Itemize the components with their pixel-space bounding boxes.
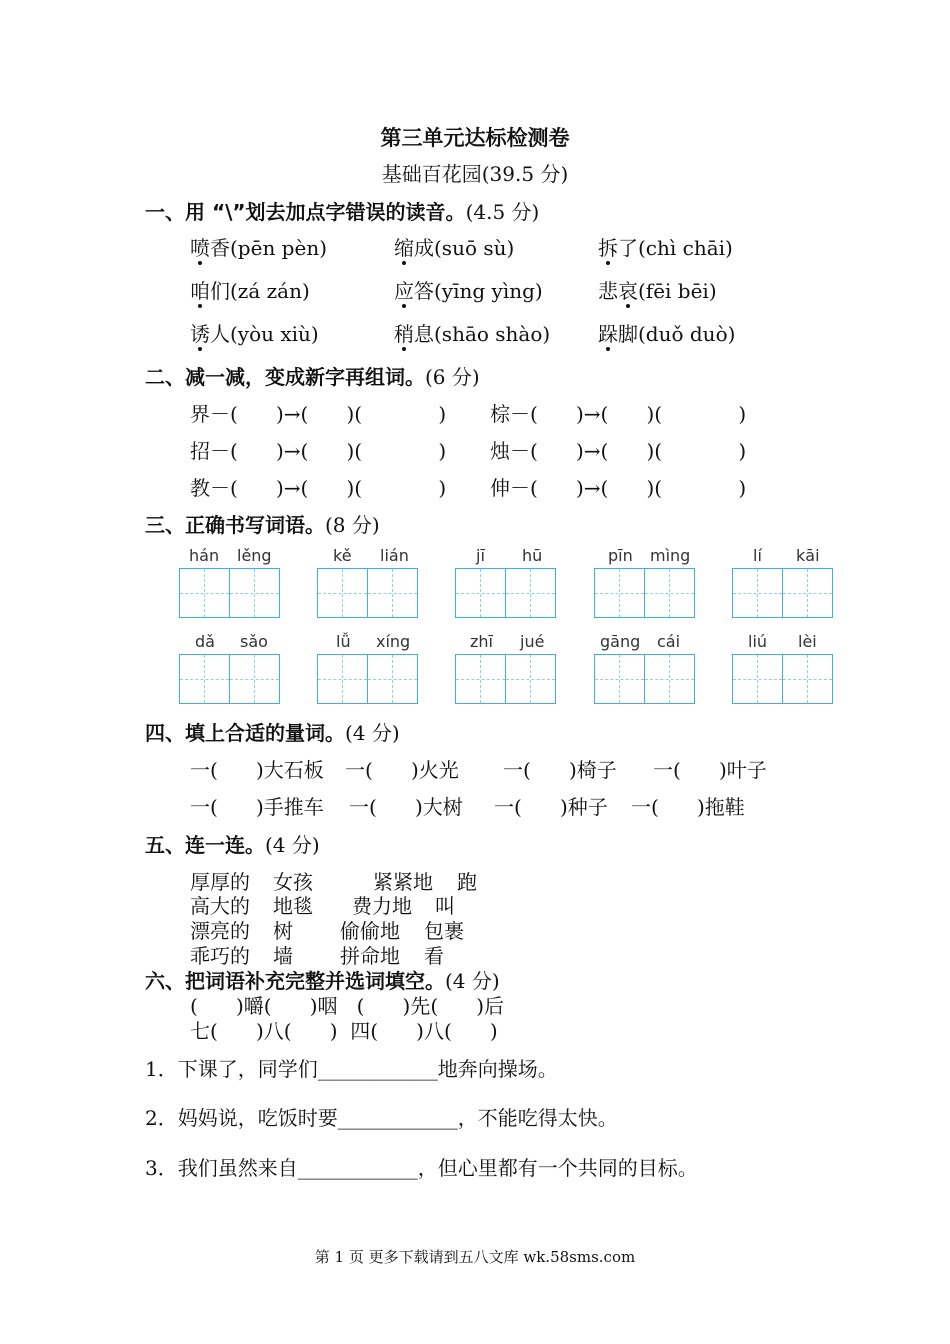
- section-6-heading: 六、把词语补充完整并选词填空。(4 分): [145, 969, 500, 993]
- pinyin: jī: [476, 546, 485, 565]
- pinyin: lǚ: [336, 632, 351, 651]
- s2-left-0: 界－( )→( )( ): [190, 402, 447, 426]
- section-1-heading: 一、用 “\”划去加点字错误的读音。(4.5 分): [145, 200, 540, 224]
- pinyin: liú: [748, 632, 768, 651]
- s2-right-2: 伸－( )→( )( ): [490, 476, 747, 500]
- pinyin: lián: [380, 546, 409, 565]
- writing-grid[interactable]: [455, 654, 556, 704]
- s2-left-2: 教－( )→( )( ): [190, 476, 447, 500]
- match-left-b: 地毯: [273, 894, 313, 918]
- match-right-c: 偷偷地: [340, 919, 400, 943]
- measure-word-item: 一( )椅子: [503, 758, 617, 782]
- writing-grid[interactable]: [732, 654, 833, 704]
- writing-grid[interactable]: [317, 568, 418, 618]
- section-4-heading: 四、填上合适的量词。(4 分): [145, 721, 400, 745]
- match-right-c: 紧紧地: [373, 870, 433, 894]
- fill-sentence-3: 3．我们虽然来自____________，但心里都有一个共同的目标。: [145, 1156, 698, 1180]
- match-left-b: 女孩: [273, 870, 313, 894]
- match-left-b: 墙: [273, 944, 293, 968]
- match-left-a: 厚厚的: [190, 870, 250, 894]
- idiom-line-2: 七( )八( ) 四( )八( ): [190, 1019, 498, 1043]
- s1-item: 缩成(suō sù): [394, 236, 515, 260]
- writing-grid[interactable]: [317, 654, 418, 704]
- section-3-heading: 三、正确书写词语。(8 分): [145, 513, 380, 537]
- match-left-b: 树: [273, 919, 293, 943]
- pinyin: dǎ: [195, 632, 215, 651]
- idiom-line-1: ( )嚼( )咽 ( )先( )后: [190, 994, 505, 1018]
- fill-sentence-2: 2．妈妈说，吃饭时要____________，不能吃得太快。: [145, 1106, 618, 1130]
- measure-word-item: 一( )种子: [494, 795, 608, 819]
- writing-grid[interactable]: [179, 568, 280, 618]
- pinyin: lèi: [798, 632, 817, 651]
- match-left-a: 高大的: [190, 894, 250, 918]
- page-title: 第三单元达标检测卷: [380, 126, 570, 150]
- pinyin: cái: [657, 632, 681, 651]
- s1-item: 跺脚(duǒ duò): [598, 322, 736, 346]
- pinyin: hán: [189, 546, 220, 565]
- pinyin: kāi: [796, 546, 820, 565]
- writing-grid[interactable]: [594, 568, 695, 618]
- pinyin: lěng: [237, 546, 272, 565]
- s2-right-1: 烛－( )→( )( ): [490, 439, 747, 463]
- s1-item: 诱人(yòu xiù): [190, 322, 319, 346]
- measure-word-item: 一( )大石板: [190, 758, 324, 782]
- match-right-d: 包裹: [424, 919, 464, 943]
- measure-word-item: 一( )大树: [349, 795, 463, 819]
- pinyin: pīn: [608, 546, 633, 565]
- s2-right-0: 棕－( )→( )( ): [490, 402, 747, 426]
- writing-grid[interactable]: [732, 568, 833, 618]
- fill-sentence-1: 1．下课了，同学们____________地奔向操场。: [145, 1057, 558, 1081]
- s1-item: 拆了(chì chāi): [598, 236, 733, 260]
- s1-item: 悲哀(fēi bēi): [598, 279, 717, 303]
- s1-item: 应答(yīng yìng): [394, 279, 543, 303]
- s1-item: 咱们(zá zán): [190, 279, 310, 303]
- writing-grid[interactable]: [455, 568, 556, 618]
- pinyin: sǎo: [240, 632, 268, 651]
- pinyin: zhī: [470, 632, 493, 651]
- writing-grid[interactable]: [179, 654, 280, 704]
- s1-item: 喷香(pēn pèn): [190, 236, 328, 260]
- measure-word-item: 一( )手推车: [190, 795, 324, 819]
- match-right-c: 拼命地: [340, 944, 400, 968]
- s1-item: 稍息(shāo shào): [394, 322, 551, 346]
- measure-word-item: 一( )火光: [345, 758, 459, 782]
- match-right-d: 跑: [457, 870, 477, 894]
- measure-word-item: 一( )拖鞋: [631, 795, 745, 819]
- match-left-a: 漂亮的: [190, 919, 250, 943]
- pinyin: hū: [522, 546, 543, 565]
- pinyin: kě: [333, 546, 352, 565]
- pinyin: mìng: [650, 546, 691, 565]
- page-footer: 第 1 页 更多下载请到五八文库 wk.58sms.com: [314, 1248, 636, 1266]
- pinyin: jué: [520, 632, 545, 651]
- pinyin: lí: [753, 546, 762, 565]
- section-2-heading: 二、减一减，变成新字再组词。(6 分): [145, 365, 480, 389]
- match-left-a: 乖巧的: [190, 944, 250, 968]
- pinyin: xíng: [376, 632, 411, 651]
- match-right-c: 费力地: [352, 894, 412, 918]
- s2-left-1: 招－( )→( )( ): [190, 439, 447, 463]
- match-right-d: 看: [424, 944, 444, 968]
- writing-grid[interactable]: [594, 654, 695, 704]
- section-5-heading: 五、连一连。(4 分): [145, 833, 320, 857]
- measure-word-item: 一( )叶子: [653, 758, 767, 782]
- match-right-d: 叫: [435, 894, 455, 918]
- page-subtitle: 基础百花园(39.5 分): [381, 162, 569, 186]
- pinyin: gāng: [600, 632, 641, 651]
